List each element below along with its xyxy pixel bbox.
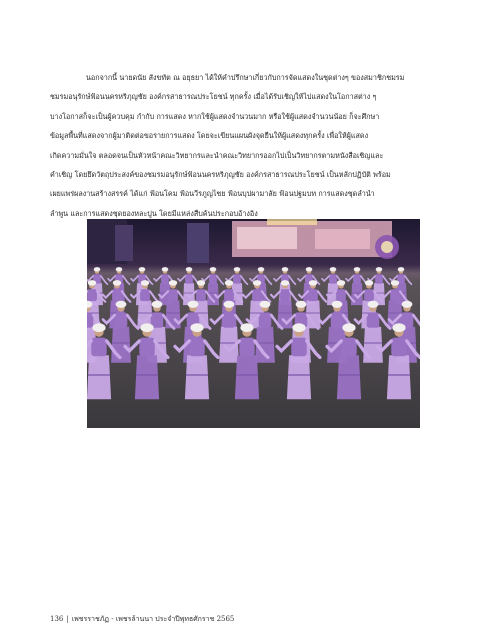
body-line: ชมรมอนุรักษ์ฟ้อนนครหริภุญชัย องค์กรสาธารณประโยชน์ ทุกครั้ง เมื่อได้รับเชิญให้ไปแสดงในโอกาสต่าง ๆ: [50, 92, 377, 102]
publication-title: เพชรราชภัฏ - เพชรล้านนา ประจำปีพุทธศักราช 2565: [71, 615, 235, 623]
page-footer: [50, 614, 234, 625]
body-line: คำเชิญ โดยยึดวัตถุประสงค์ของชมรมอนุรักษ์ฟ้อนนครหริภุญชัย องค์กรสาธารณประโยชน์ เป็นหลักปฏิบัติ พร้อม: [50, 170, 391, 180]
body-paragraph: [50, 68, 450, 223]
footer-separator: |: [66, 615, 69, 623]
body-line: ข้อมูลพื้นที่แสดงจากผู้มาติดต่อขอรายการแสดง โดยจะเขียนแผนผังจุดยืนให้ผู้แสดงทุกครั้ง เพื่อให้ผู้แสดง: [50, 131, 369, 141]
photo-illustration: [87, 219, 420, 428]
dance-performance-photo: [87, 219, 420, 428]
body-line: บางโอกาสก็จะเป็นผู้ควบคุม กำกับ การแสดง หากใช้ผู้แสดงจำนวนมาก หรือใช้ผู้แสดงจำนวนน้อย ก็จะศึกษา: [50, 111, 380, 121]
body-line: เผยแพร่ผลงานสร้างสรรค์ ได้แก่ ฟ้อนโคม ฟ้อนวีรภูญไชย ฟ้อนบุปผามาลัย ฟ้อนปฐมบท การแสดงชุดลำนำ: [50, 189, 375, 199]
body-line: ลำพูน และการแสดงชุดยองหละปูน โดยมีแหล่งสืบค้นประกอบอ้างอิง: [50, 208, 258, 218]
body-line: เกิดความมั่นใจ ตลอดจนเป็นหัวหน้าคณะวิทยากรและนำคณะวิทยากรออกไปเป็นวิทยากรตามหนังสือเชิญและ: [50, 150, 384, 160]
page-number: 136: [50, 615, 64, 623]
body-line: นอกจากนี้ นายดนัย สังขทัต ณ อยุธยา ได้ให้คำปรึกษาเกี่ยวกับการจัดแสดงในชุดต่างๆ ของสมาชิกชมรม: [86, 73, 405, 82]
